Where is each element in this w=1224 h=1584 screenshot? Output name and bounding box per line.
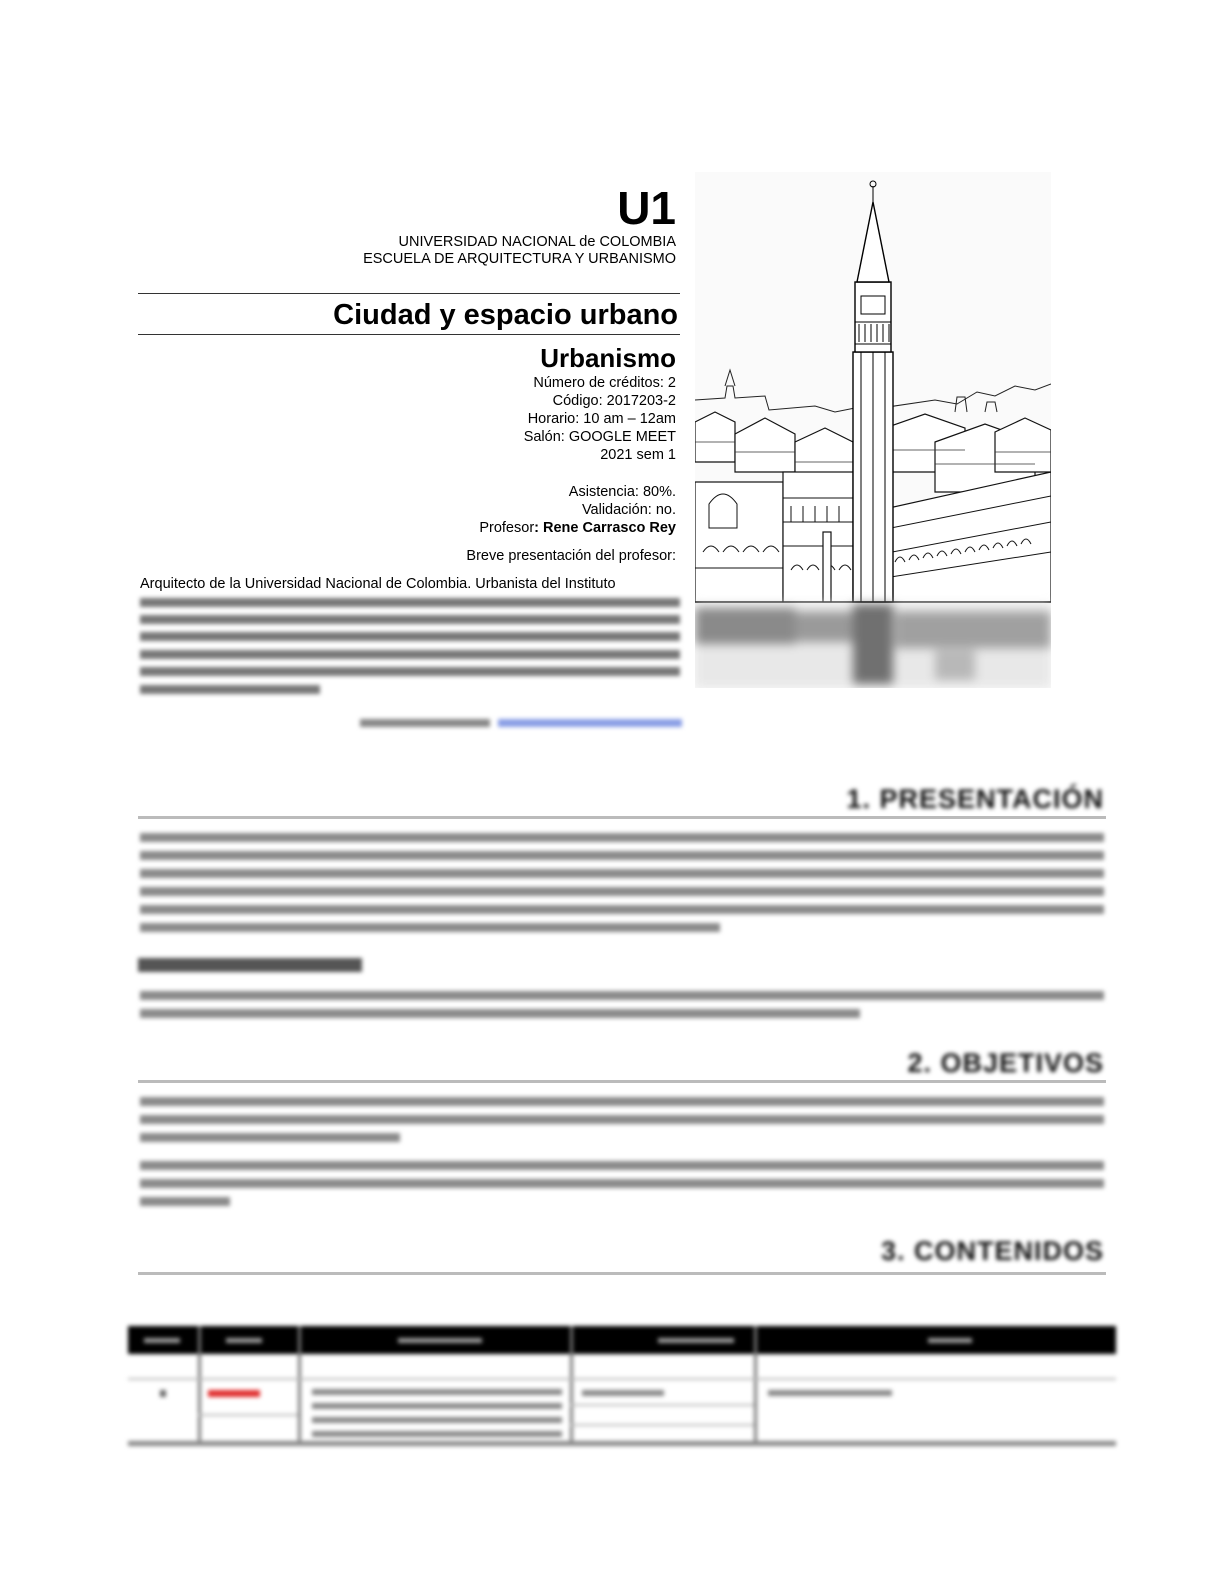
table-row-divider — [128, 1378, 1116, 1380]
section-rule — [138, 1080, 1106, 1083]
unit-label: U1 — [617, 182, 676, 234]
table-bottom-rule — [128, 1441, 1116, 1446]
keywords-heading — [138, 955, 362, 980]
professor-label: Profesor — [479, 520, 535, 536]
title-rule-bottom — [138, 334, 680, 335]
objetivos-paragraph-1 — [140, 1092, 1104, 1156]
room-text: Salón: GOOGLE MEET — [523, 429, 676, 445]
subject-title: Urbanismo — [540, 343, 676, 373]
course-title: Ciudad y espacio urbano — [333, 299, 678, 331]
section-heading-contenidos: 3. CONTENIDOS — [880, 1236, 1104, 1266]
section-rule — [138, 1272, 1106, 1275]
course-conditions — [479, 483, 676, 537]
schedule-text: Horario: 10 am – 12am — [527, 411, 676, 427]
attendance-text: Asistencia: 80%. — [568, 484, 676, 500]
institution-block — [363, 234, 676, 268]
professor-name: : Rene Carrasco Rey — [534, 520, 676, 536]
title-rule-top — [138, 293, 680, 294]
section-heading-presentacion: 1. PRESENTACIÓN — [846, 784, 1104, 814]
bell-tower-illustration — [695, 172, 1051, 688]
blurred-lines — [140, 594, 680, 704]
code-text: Código: 2017203-2 — [552, 393, 676, 409]
semester-text: 2021 sem 1 — [600, 447, 676, 463]
professor-line — [479, 519, 676, 537]
bio-heading: Breve presentación del profesor: — [466, 548, 676, 564]
bio-first-line: Arquitecto de la Universidad Nacional de Colombia. Urbanista del Instituto — [140, 576, 616, 592]
validation-text: Validación: no. — [581, 502, 676, 518]
objetivos-paragraph-2 — [140, 1156, 1104, 1220]
university-name: UNIVERSIDAD NACIONAL de COLOMBIA — [398, 234, 676, 250]
bio-blurred-text — [140, 594, 680, 709]
course-details — [524, 374, 676, 464]
email-line — [360, 714, 682, 737]
credits-text: Número de créditos: 2 — [533, 375, 676, 391]
school-name: ESCUELA DE ARQUITECTURA Y URBANISMO — [363, 251, 676, 267]
keywords-paragraph — [140, 986, 1104, 1032]
section-heading-objetivos: 2. OBJETIVOS — [907, 1048, 1104, 1078]
contents-table — [128, 1326, 1116, 1446]
table-header — [128, 1326, 1116, 1354]
presentacion-paragraph — [140, 828, 1104, 946]
section-rule — [138, 816, 1106, 819]
